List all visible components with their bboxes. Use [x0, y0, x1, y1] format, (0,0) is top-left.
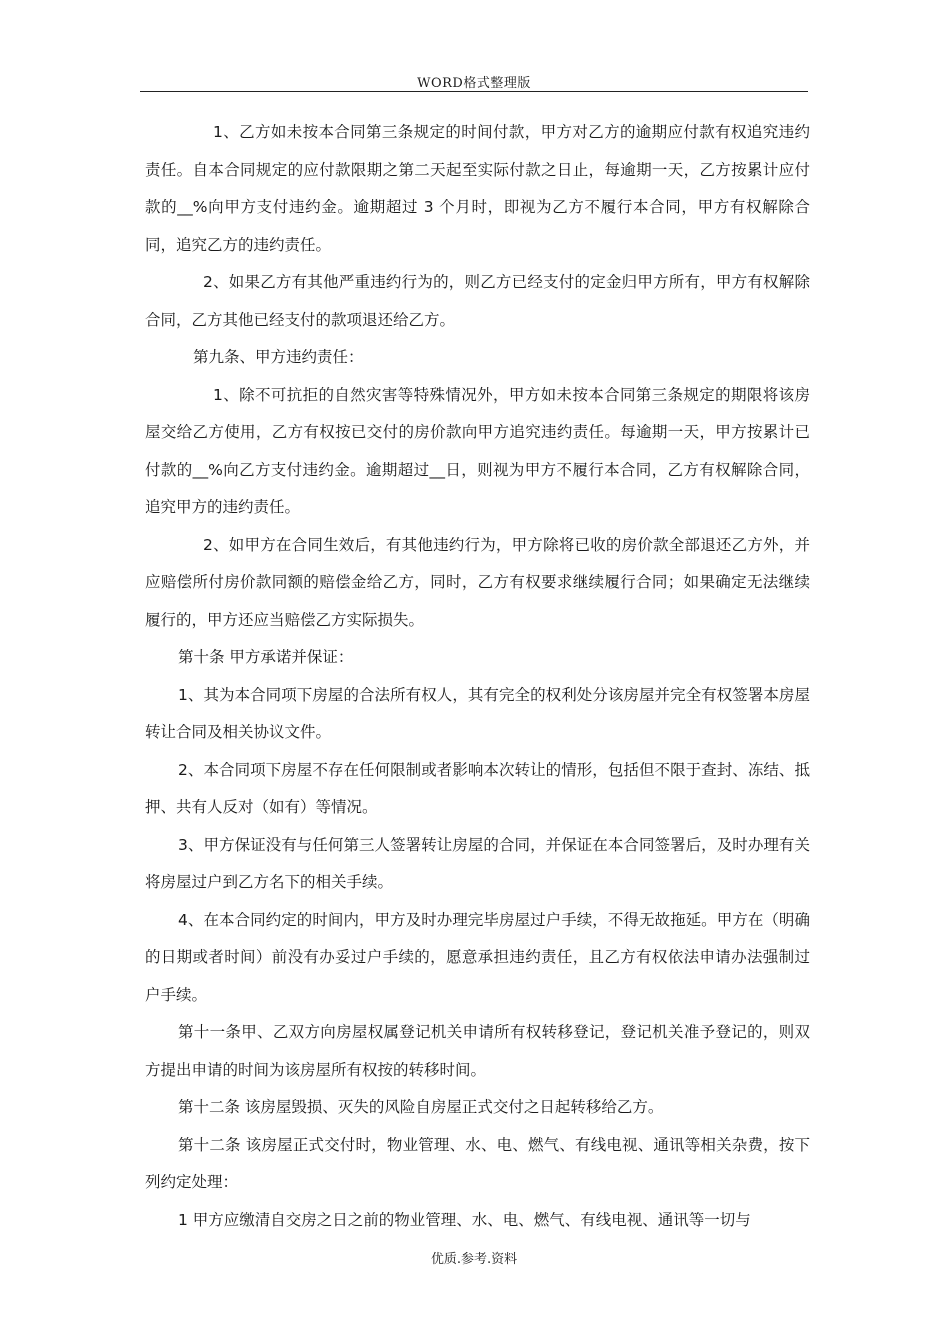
paragraph-article-12-risk: 第十二条 该房屋毁损、灭失的风险自房屋正式交付之日起转移给乙方。: [178, 1098, 664, 1116]
paragraph-buyer-late-payment: 1、乙方如未按本合同第三条规定的时间付款，甲方对乙方的逾期应付款有权追究违约责任。自本合同规定的应付款限期之第二天起至实际付款之日止，每逾期一天，乙方按累计应付款的__%向甲方支付违约金。逾期超过 3 个月时，即视为乙方不履行本合同，甲方有权解除合同，追究乙方的违约责任。: [145, 123, 810, 254]
heading-article-10: 第十条 甲方承诺并保证：: [178, 648, 354, 666]
page-footer: 优质.参考.资料: [430, 1252, 518, 1267]
paragraph-guarantee-1: 1、其为本合同项下房屋的合法所有权人，其有完全的权利处分该房屋并完全有权签署本房屋转让合同及相关协议文件。: [145, 685, 810, 741]
header-divider: [140, 91, 808, 92]
page-header: WORD格式整理版: [417, 76, 531, 91]
paragraph-fees-item-1: 1 甲方应缴清自交房之日之前的物业管理、水、电、燃气、有线电视、通讯等一切与: [178, 1210, 751, 1229]
heading-article-9: 第九条、甲方违约责任：: [193, 348, 364, 366]
paragraph-guarantee-3: 3、甲方保证没有与任何第三人签署转让房屋的合同，并保证在本合同签署后，及时办理有关将房屋过户到乙方名下的相关手续。: [145, 835, 810, 891]
paragraph-article-12-fees: 第十二条 该房屋正式交付时，物业管理、水、电、燃气、有线电视、通讯等相关杂费，按下列约定处理：: [145, 1135, 810, 1191]
paragraph-buyer-serious-breach: 2、如果乙方有其他严重违约行为的，则乙方已经支付的定金归甲方所有，甲方有权解除合同，乙方其他已经支付的款项退还给乙方。: [145, 273, 810, 329]
document-body: [145, 114, 810, 1239]
paragraph-seller-late-delivery: 1、除不可抗拒的自然灾害等特殊情况外，甲方如未按本合同第三条规定的期限将该房屋交给乙方使用，乙方有权按已交付的房价款向甲方追究违约责任。每逾期一天，甲方按累计已付款的__%向乙方支付违约金。逾期超过__日，则视为甲方不履行本合同，乙方有权解除合同，追究甲方的违约责任。: [145, 385, 810, 516]
paragraph-guarantee-2: 2、本合同项下房屋不存在任何限制或者影响本次转让的情形，包括但不限于查封、冻结、抵押、共有人反对（如有）等情况。: [145, 760, 810, 816]
paragraph-seller-other-breach: 2、如甲方在合同生效后，有其他违约行为，甲方除将已收的房价款全部退还乙方外，并应赔偿所付房价款同额的赔偿金给乙方，同时，乙方有权要求继续履行合同；如果确定无法继续履行的，甲方还应当赔偿乙方实际损失。: [145, 535, 810, 629]
paragraph-article-11: 第十一条甲、乙双方向房屋权属登记机关申请所有权转移登记，登记机关准予登记的，则双方提出申请的时间为该房屋所有权按的转移时间。: [145, 1023, 810, 1079]
paragraph-guarantee-4: 4、在本合同约定的时间内，甲方及时办理完毕房屋过户手续，不得无故拖延。甲方在（明确的日期或者时间）前没有办妥过户手续的，愿意承担违约责任，且乙方有权依法申请办法强制过户手续。: [145, 910, 810, 1004]
